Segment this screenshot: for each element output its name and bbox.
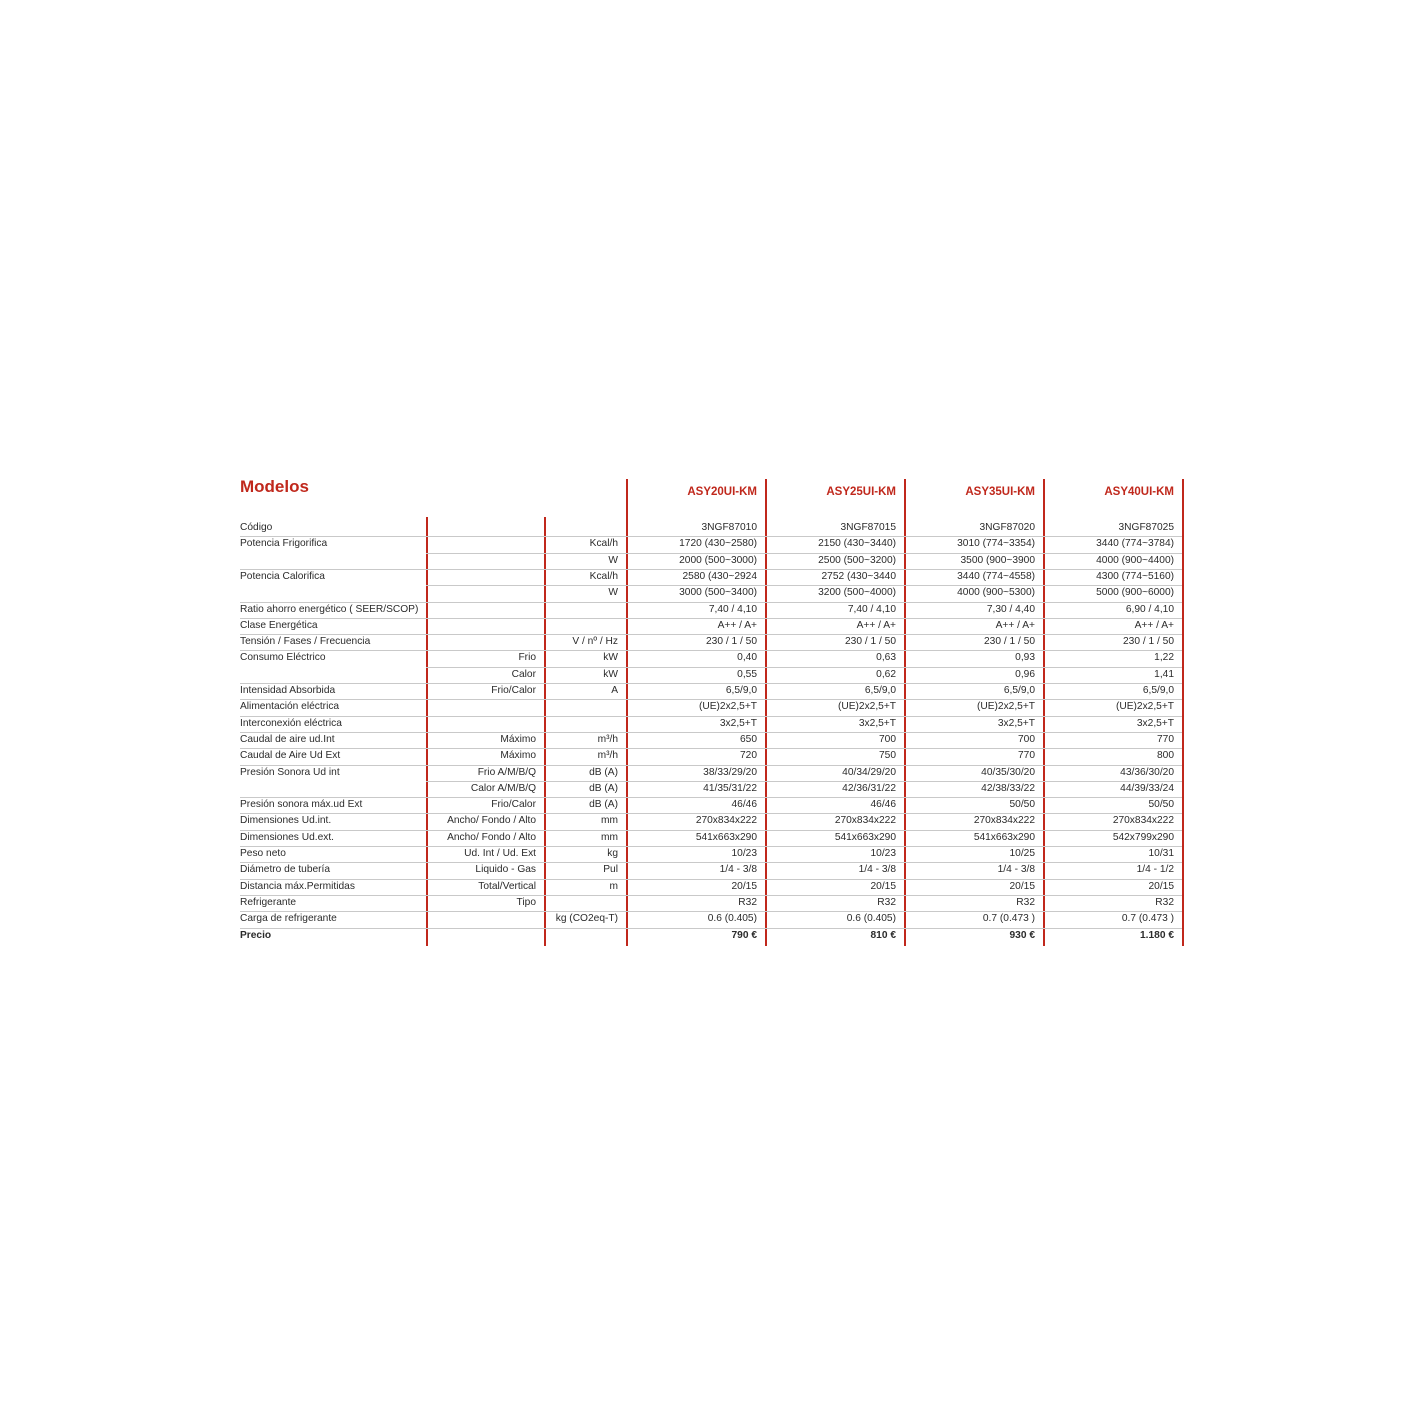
row-unit: Kcal/h [589, 570, 618, 582]
table-row [240, 879, 1186, 895]
row-value: R32 [877, 896, 896, 908]
table-row [240, 602, 1186, 618]
row-value: 0,40 [737, 652, 757, 664]
row-value: 230 / 1 / 50 [706, 636, 757, 648]
row-unit: dB (A) [589, 782, 618, 794]
row-label: Caudal de Aire Ud Ext [240, 750, 341, 762]
row-unit: m [609, 880, 618, 892]
row-sublabel: Liquido - Gas [475, 864, 536, 876]
row-value: 3x2,5+T [997, 717, 1035, 729]
row-value: 541x663x290 [973, 831, 1035, 843]
row-value: 5000 (900~6000) [1096, 587, 1174, 599]
row-value: 230 / 1 / 50 [984, 636, 1035, 648]
row-value: 3010 (774~3354) [957, 538, 1035, 550]
row-value: 10/23 [731, 848, 757, 859]
row-value: 720 [740, 750, 757, 762]
row-value: 46/46 [870, 799, 896, 811]
row-value: 650 [740, 733, 757, 745]
row-value: 6,5/9,0 [1142, 685, 1174, 696]
table-row [240, 683, 1186, 699]
row-label: Potencia Frigorifica [240, 538, 328, 550]
row-label: Peso neto [240, 848, 286, 859]
row-label: Distancia máx.Permitidas [240, 880, 355, 892]
row-value: 270x834x222 [834, 815, 896, 827]
row-label: Interconexión eléctrica [240, 717, 342, 729]
model-header: ASY20UI-KM [687, 486, 757, 498]
row-value: 1720 (430~2580) [679, 538, 757, 550]
row-value: 2500 (500~3200) [818, 554, 896, 566]
row-unit: kW [603, 652, 618, 664]
row-value: 4000 (900~5300) [957, 587, 1035, 599]
row-label: Presión sonora máx.ud Ext [240, 799, 363, 811]
row-sublabel: Ancho/ Fondo / Alto [447, 831, 536, 843]
row-value: (UE)2x2,5+T [976, 701, 1035, 713]
row-value: 41/35/31/22 [703, 782, 757, 794]
row-value: 40/35/30/20 [981, 766, 1035, 778]
row-value: 0.6 (0.405) [707, 913, 757, 925]
row-label: Clase Energética [240, 619, 318, 631]
row-value: (UE)2x2,5+T [837, 701, 896, 713]
table-row [240, 797, 1186, 813]
row-value: 46/46 [731, 799, 757, 811]
row-value: 6,5/9,0 [1003, 685, 1035, 696]
row-value: 42/38/33/22 [981, 782, 1035, 794]
row-value: 4000 (900~4400) [1096, 554, 1174, 566]
row-value: 0,93 [1015, 652, 1035, 664]
row-sublabel: Frio/Calor [491, 799, 536, 811]
row-value: 2752 (430~3440 [821, 570, 896, 582]
row-value: 6,90 / 4,10 [1125, 603, 1174, 615]
row-value: 0.7 (0.473 ) [1121, 913, 1174, 925]
table-row [240, 765, 1186, 781]
row-value: 40/34/29/20 [842, 766, 896, 778]
row-value: 7,40 / 4,10 [847, 603, 896, 615]
row-value: A++ / A+ [995, 619, 1035, 631]
table-row [240, 650, 1186, 666]
table-row [240, 846, 1186, 862]
row-unit: W [608, 587, 618, 599]
row-label: Alimentación eléctrica [240, 701, 340, 713]
row-value: 541x663x290 [834, 831, 896, 843]
row-label: Código [240, 522, 273, 533]
table-row [240, 813, 1186, 829]
model-header: ASY40UI-KM [1104, 486, 1174, 498]
row-unit: mm [601, 815, 618, 827]
row-unit: A [611, 685, 618, 696]
row-value: 0.6 (0.405) [846, 913, 896, 925]
row-label: Dimensiones Ud.int. [240, 815, 332, 827]
row-sublabel: Total/Vertical [478, 880, 536, 892]
row-value: 20/15 [1148, 880, 1174, 892]
row-value: (UE)2x2,5+T [698, 701, 757, 713]
table-row [240, 699, 1186, 715]
row-sublabel: Máximo [500, 733, 536, 745]
table-row [240, 553, 1186, 569]
row-value: (UE)2x2,5+T [1115, 701, 1174, 713]
row-value: 1/4 - 3/8 [719, 864, 757, 876]
table-row [240, 928, 1186, 944]
row-label: Consumo Eléctrico [240, 652, 326, 664]
row-value: 0,62 [876, 668, 896, 680]
row-value: 542x799x290 [1112, 831, 1174, 843]
row-unit: Kcal/h [589, 538, 618, 550]
row-value: 700 [1018, 733, 1035, 745]
row-value: 0,55 [737, 668, 757, 680]
model-header: ASY25UI-KM [826, 486, 896, 498]
row-value: 3200 (500~4000) [818, 587, 896, 599]
row-value: 230 / 1 / 50 [845, 636, 896, 648]
table-row [240, 748, 1186, 764]
row-value: 6,5/9,0 [725, 685, 757, 696]
row-value: 4300 (774~5160) [1096, 570, 1174, 582]
row-value: 6,5/9,0 [864, 685, 896, 696]
row-value: 7,40 / 4,10 [708, 603, 757, 615]
row-label: Potencia Calorifica [240, 570, 325, 582]
table-row [240, 895, 1186, 911]
table-row [240, 667, 1186, 683]
model-header: ASY35UI-KM [965, 486, 1035, 498]
row-value: 770 [1018, 750, 1035, 762]
row-value: 3440 (774~3784) [1096, 538, 1174, 550]
table-row [240, 830, 1186, 846]
row-value: 3NGF87015 [840, 522, 896, 533]
row-value: 2150 (430~3440) [818, 538, 896, 550]
row-value: 20/15 [1009, 880, 1035, 892]
table-row [240, 634, 1186, 650]
row-label: Diámetro de tubería [240, 864, 331, 876]
row-unit: Pul [603, 864, 618, 876]
row-value: 3000 (500~3400) [679, 587, 757, 599]
row-value: 800 [1157, 750, 1174, 762]
row-unit: mm [601, 831, 618, 843]
row-sublabel: Frio/Calor [491, 685, 536, 696]
row-value: 0.7 (0.473 ) [982, 913, 1035, 925]
row-sublabel: Calor A/M/B/Q [470, 782, 536, 794]
row-label: Intensidad Absorbida [240, 685, 336, 696]
row-label: Caudal de aire ud.Int [240, 733, 335, 745]
row-value: 3NGF87020 [979, 522, 1035, 533]
row-label: Ratio ahorro energético ( SEER/SCOP) [240, 603, 419, 615]
row-sublabel: Tipo [516, 896, 536, 908]
row-label: Precio [240, 929, 272, 941]
row-value: 2580 (430~2924 [682, 570, 757, 582]
row-value: R32 [1016, 896, 1035, 908]
table-row [240, 569, 1186, 585]
row-label: Presión Sonora Ud int [240, 766, 340, 778]
row-value: 0,63 [876, 652, 896, 664]
row-value: 270x834x222 [695, 815, 757, 827]
table-row [240, 732, 1186, 748]
row-value: A++ / A+ [1134, 619, 1174, 631]
row-value: 20/15 [731, 880, 757, 892]
table-row [240, 716, 1186, 732]
row-label: Tensión / Fases / Frecuencia [240, 636, 371, 648]
row-value: 3x2,5+T [858, 717, 896, 729]
row-unit: V / nº / Hz [572, 636, 618, 648]
row-sublabel: Ud. Int / Ud. Ext [464, 848, 536, 859]
row-unit: W [608, 554, 618, 566]
row-value: 700 [879, 733, 896, 745]
row-value: 10/31 [1148, 848, 1174, 859]
table-row [240, 520, 1186, 536]
row-sublabel: Máximo [500, 750, 536, 762]
row-value: 770 [1157, 733, 1174, 745]
row-value: A++ / A+ [717, 619, 757, 631]
row-value: 2000 (500~3000) [679, 554, 757, 566]
page-title: Modelos [240, 477, 309, 496]
row-value: 1,22 [1154, 652, 1174, 664]
row-value: 790 € [731, 929, 757, 941]
row-value: 230 / 1 / 50 [1123, 636, 1174, 648]
row-unit: kg [607, 848, 618, 859]
row-value: 43/36/30/20 [1120, 766, 1174, 778]
table-row [240, 536, 1186, 552]
row-value: 1/4 - 1/2 [1136, 864, 1174, 876]
row-value: 270x834x222 [973, 815, 1035, 827]
row-value: 1.180 € [1140, 929, 1174, 941]
row-unit: dB (A) [589, 766, 618, 778]
row-value: 3x2,5+T [719, 717, 757, 729]
row-value: 270x834x222 [1112, 815, 1174, 827]
row-value: 1/4 - 3/8 [997, 864, 1035, 876]
table-row [240, 618, 1186, 634]
row-value: 810 € [870, 929, 896, 941]
row-value: R32 [1155, 896, 1174, 908]
row-value: 1,41 [1154, 668, 1174, 680]
row-value: 750 [879, 750, 896, 762]
table-row [240, 781, 1186, 797]
table-row [240, 911, 1186, 927]
row-value: 42/36/31/22 [842, 782, 896, 794]
row-unit: dB (A) [589, 799, 618, 811]
row-value: 50/50 [1148, 799, 1174, 811]
table-row [240, 862, 1186, 878]
row-value: 0,96 [1015, 668, 1035, 680]
row-sublabel: Frio [518, 652, 536, 664]
row-unit: m³/h [597, 750, 618, 762]
row-value: 20/15 [870, 880, 896, 892]
row-sublabel: Frio A/M/B/Q [477, 766, 536, 778]
row-unit: m³/h [597, 733, 618, 745]
row-value: 7,30 / 4,40 [986, 603, 1035, 615]
row-value: 1/4 - 3/8 [858, 864, 896, 876]
row-value: 10/25 [1009, 848, 1035, 859]
row-value: 3x2,5+T [1136, 717, 1174, 729]
table-row [240, 585, 1186, 601]
row-value: 10/23 [870, 848, 896, 859]
row-value: 3440 (774~4558) [957, 570, 1035, 582]
row-value: 50/50 [1009, 799, 1035, 811]
row-sublabel: Calor [511, 668, 536, 680]
row-unit: kg (CO2eq-T) [555, 913, 618, 925]
row-value: 3NGF87025 [1118, 522, 1174, 533]
row-label: Refrigerante [240, 896, 297, 908]
row-sublabel: Ancho/ Fondo / Alto [447, 815, 536, 827]
row-value: 3500 (900~3900 [960, 554, 1035, 566]
row-label: Dimensiones Ud.ext. [240, 831, 334, 843]
row-value: 44/39/33/24 [1120, 782, 1174, 794]
row-value: R32 [738, 896, 757, 908]
row-value: 541x663x290 [695, 831, 757, 843]
row-label: Carga de refrigerante [240, 913, 337, 925]
row-value: 38/33/29/20 [703, 766, 757, 778]
row-value: 930 € [1009, 929, 1035, 941]
row-value: 3NGF87010 [701, 522, 757, 533]
row-unit: kW [603, 668, 618, 680]
row-value: A++ / A+ [856, 619, 896, 631]
